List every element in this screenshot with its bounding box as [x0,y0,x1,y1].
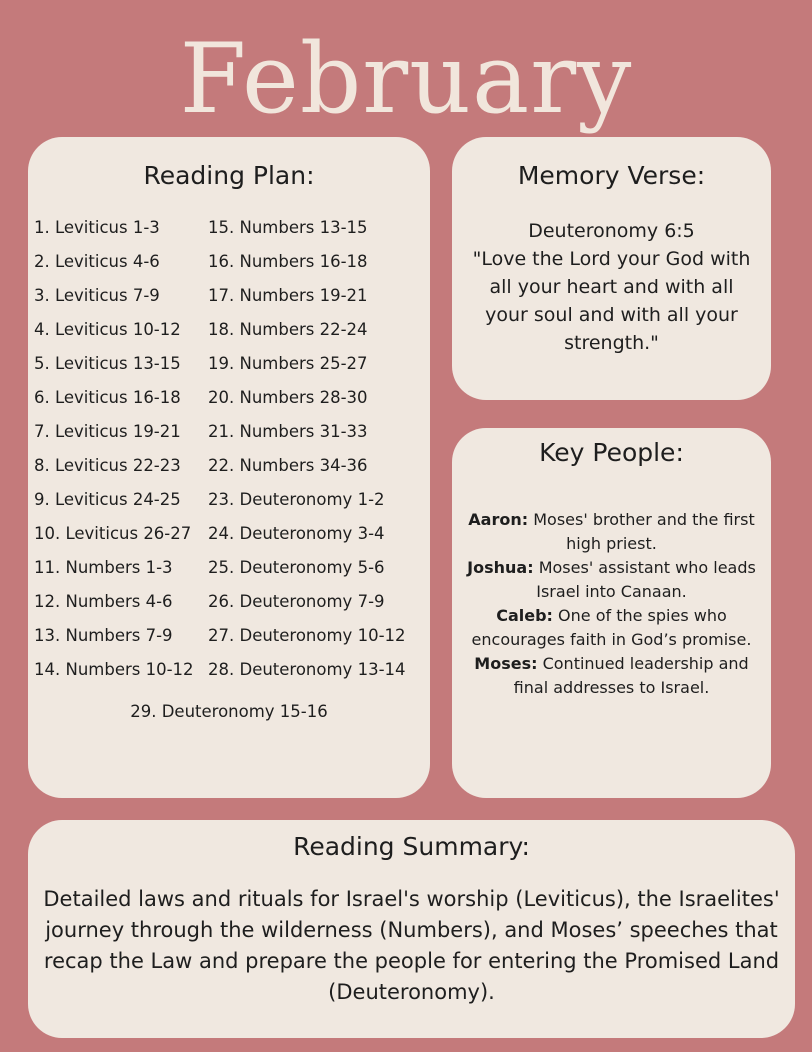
page-title: February [179,23,633,135]
person-name: Moses: [474,654,538,673]
reading-plan-item: 26. Deuteronomy 7-9 [208,592,385,611]
person-entry [466,556,757,604]
person-desc: Continued leadership and final addresses to Israel. [513,654,749,697]
reading-plan-item: 15. Numbers 13-15 [208,218,368,237]
reading-plan-item: 29. Deuteronomy 15-16 [130,702,328,721]
reading-plan-item: 1. Leviticus 1-3 [34,218,160,237]
reading-plan-item: 8. Leviticus 22-23 [34,456,181,475]
person-desc: Moses' brother and the first high priest. [528,510,755,553]
memory-verse-card [452,137,771,400]
person-entry [466,508,757,556]
reading-plan-item: 23. Deuteronomy 1-2 [208,490,385,509]
person-name: Joshua: [467,558,534,577]
reading-plan-item: 18. Numbers 22-24 [208,320,368,339]
reading-plan-item: 20. Numbers 28-30 [208,388,368,407]
reading-plan-item: 17. Numbers 19-21 [208,286,368,305]
reading-plan-item: 6. Leviticus 16-18 [34,388,181,407]
person-desc: One of the spies who encourages faith in God’s promise. [471,606,752,649]
reading-plan-item: 3. Leviticus 7-9 [34,286,160,305]
reading-summary-text: Detailed laws and rituals for Israel's worship (Leviticus), the Israelites' journey through the wilderness (Numbers), and Moses’ speeches that recap the Law and prepare the people for entering the Promised Land (Deuteronomy). [43,887,780,1004]
reading-plan-item: 24. Deuteronomy 3-4 [208,524,385,543]
reading-plan-item: 21. Numbers 31-33 [208,422,368,441]
reading-plan-item: 28. Deuteronomy 13-14 [208,660,406,679]
verse-reference: Deuteronomy 6:5 [528,220,695,242]
reading-plan-item: 7. Leviticus 19-21 [34,422,181,441]
person-name: Aaron: [468,510,529,529]
reading-plan-item: 9. Leviticus 24-25 [34,490,181,509]
verse-text: "Love the Lord your God with all your heart and with all your soul and with all your strength." [472,248,751,354]
person-entry [466,604,757,652]
reading-plan-heading: Reading Plan: [143,161,315,190]
reading-plan-item: 19. Numbers 25-27 [208,354,368,373]
reading-plan-item: 25. Deuteronomy 5-6 [208,558,385,577]
reading-plan-item: 11. Numbers 1-3 [34,558,173,577]
person-name: Caleb: [496,606,553,625]
reading-plan-item: 16. Numbers 16-18 [208,252,368,271]
reading-plan-item: 14. Numbers 10-12 [34,660,194,679]
reading-summary-card [28,820,795,1038]
memory-verse-body [452,217,771,357]
reading-plan-item: 4. Leviticus 10-12 [34,320,181,339]
reading-plan-item: 12. Numbers 4-6 [34,592,173,611]
memory-verse-heading: Memory Verse: [517,161,706,190]
reading-plan-item: 10. Leviticus 26-27 [34,524,192,543]
person-desc: Moses' assistant who leads Israel into Canaan. [533,558,756,601]
key-people-heading: Key People: [539,438,684,467]
reading-plan-item: 5. Leviticus 13-15 [34,354,181,373]
reading-plan-card [28,137,430,798]
reading-plan-item: 13. Numbers 7-9 [34,626,173,645]
person-entry [466,652,757,700]
reading-plan-item: 22. Numbers 34-36 [208,456,368,475]
key-people-card [452,428,771,798]
key-people-list [466,508,757,700]
reading-plan-item: 27. Deuteronomy 10-12 [208,626,406,645]
reading-summary-heading: Reading Summary: [293,832,530,861]
reading-plan-item: 2. Leviticus 4-6 [34,252,160,271]
